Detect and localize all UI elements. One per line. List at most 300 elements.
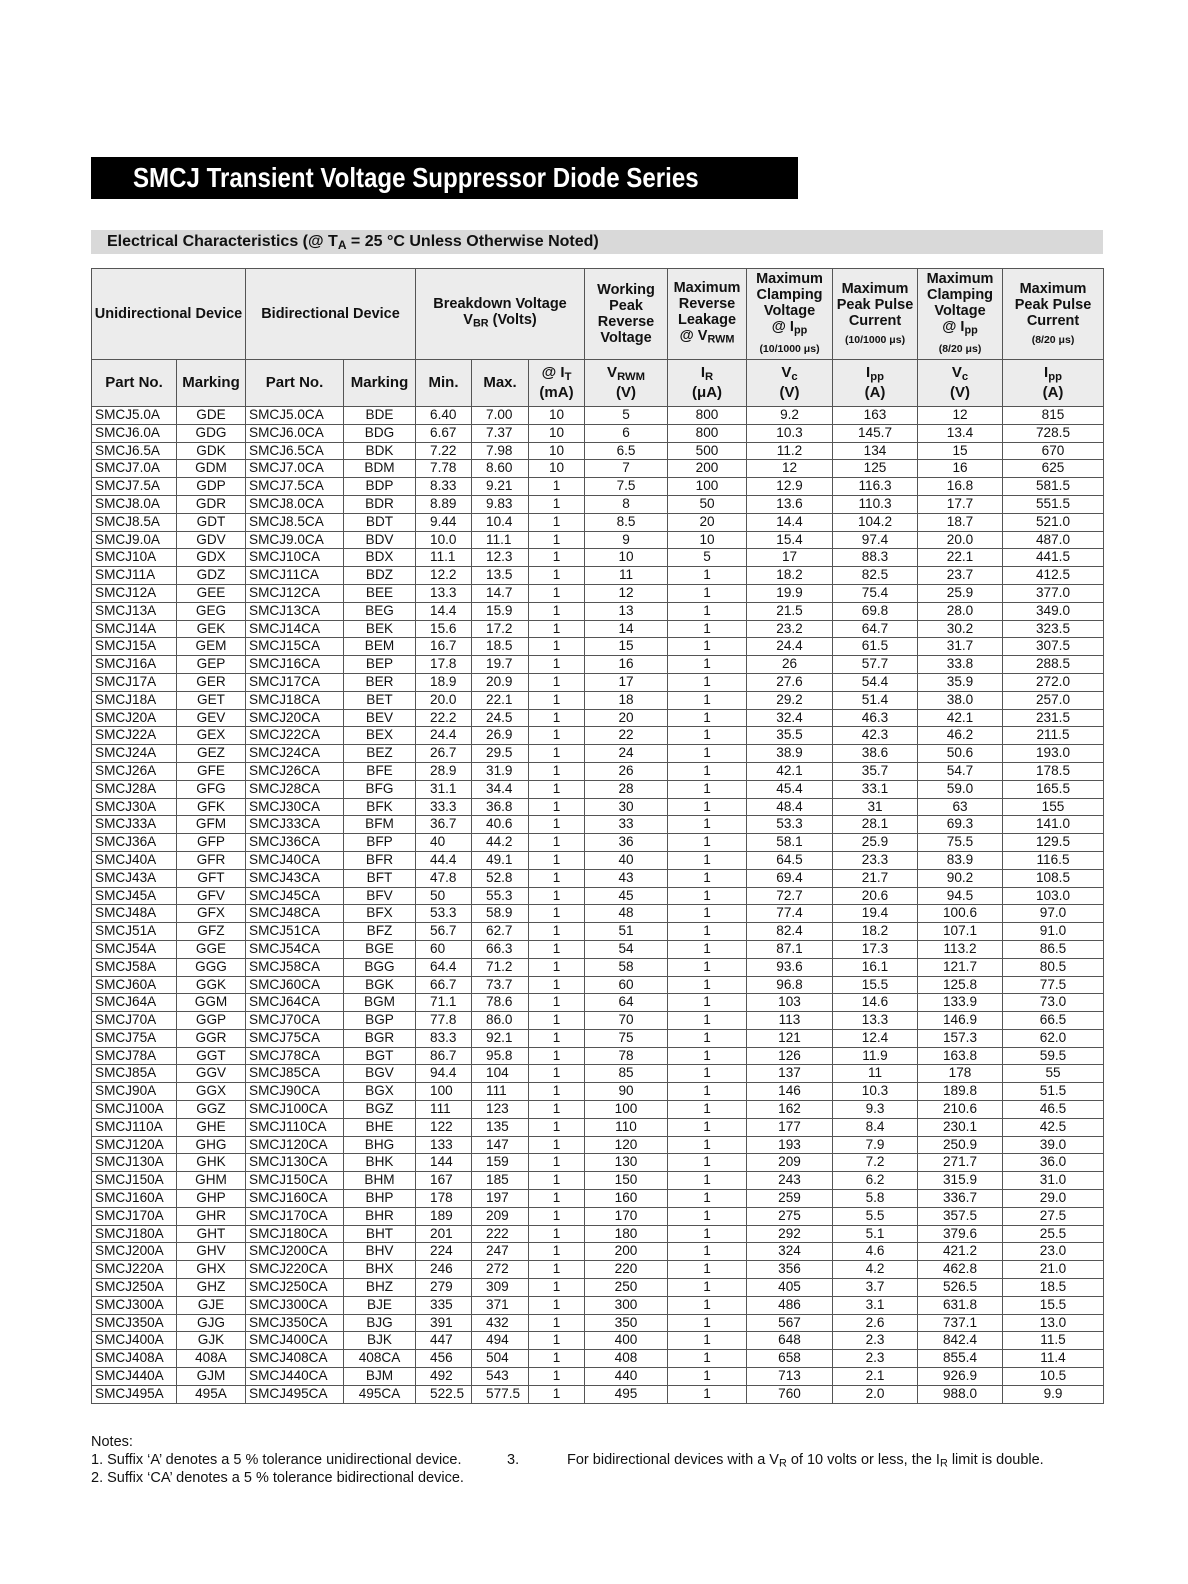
cell-vbr-min: 492 [416,1368,472,1386]
cell-it: 1 [529,1065,585,1083]
cell-ir: 1 [668,780,747,798]
cell-part-no: SMCJ440A [92,1368,177,1386]
cell-part-no: SMCJ130A [92,1154,177,1172]
cell-vbr-min: 40 [416,834,472,852]
cell-ir: 200 [668,460,747,478]
cell-ir: 1 [668,940,747,958]
cell-marking: GGV [177,1065,246,1083]
table-row [92,1243,1104,1261]
cell-it: 1 [529,1190,585,1208]
table-row [92,1207,1104,1225]
table-row [92,1101,1104,1119]
cell-part-no-bidirectional: SMCJ70CA [246,1012,344,1030]
cell-vbr-max: 40.6 [472,816,529,834]
cell-vrwm: 17 [585,673,668,691]
cell-ir: 1 [668,656,747,674]
cell-vc-8-20: 988.0 [918,1385,1003,1403]
cell-ipp-10-1000: 12.4 [833,1029,918,1047]
table-row [92,531,1104,549]
cell-ir: 1 [668,1172,747,1190]
cell-ipp-8-20: 62.0 [1003,1029,1104,1047]
cell-part-no-bidirectional: SMCJ33CA [246,816,344,834]
header-max-clamping-voltage-8-20: Maximum Clamping Voltage @ $I_{pp}$ (8/20 μs) [918,269,1003,360]
cell-ipp-10-1000: 13.3 [833,1012,918,1030]
cell-marking: GGP [177,1012,246,1030]
cell-ipp-8-20: 31.0 [1003,1172,1104,1190]
cell-ipp-10-1000: 6.2 [833,1172,918,1190]
cell-vbr-max: 44.2 [472,834,529,852]
cell-part-no-bidirectional: SMCJ8.5CA [246,513,344,531]
cell-vbr-min: 6.67 [416,424,472,442]
cell-marking: GHV [177,1243,246,1261]
cell-vc-8-20: 526.5 [918,1279,1003,1297]
cell-marking-bidirectional: BFT [344,869,416,887]
cell-vbr-min: 77.8 [416,1012,472,1030]
cell-ipp-10-1000: 2.3 [833,1350,918,1368]
table-row [92,638,1104,656]
cell-part-no: SMCJ51A [92,923,177,941]
cell-marking: GFM [177,816,246,834]
cell-vc-10-1000: 209 [747,1154,833,1172]
cell-part-no: SMCJ18A [92,691,177,709]
cell-vrwm: 60 [585,976,668,994]
cell-part-no: SMCJ120A [92,1136,177,1154]
cell-vrwm: 300 [585,1296,668,1314]
cell-part-no-bidirectional: SMCJ60CA [246,976,344,994]
cell-ir: 1 [668,1118,747,1136]
cell-vbr-max: 20.9 [472,673,529,691]
cell-ipp-8-20: 165.5 [1003,780,1104,798]
table-header-row-1 [92,269,1104,360]
cell-vbr-max: 10.4 [472,513,529,531]
cell-part-no-bidirectional: SMCJ6.5CA [246,442,344,460]
cell-vc-10-1000: 18.2 [747,567,833,585]
cell-vc-8-20: 22.1 [918,549,1003,567]
cell-part-no: SMCJ70A [92,1012,177,1030]
cell-part-no: SMCJ7.0A [92,460,177,478]
cell-vc-10-1000: 48.4 [747,798,833,816]
cell-vc-10-1000: 32.4 [747,709,833,727]
table-row [92,905,1104,923]
cell-marking-bidirectional: BHT [344,1225,416,1243]
cell-vc-10-1000: 69.4 [747,869,833,887]
cell-marking-bidirectional: BHG [344,1136,416,1154]
cell-marking-bidirectional: BHP [344,1190,416,1208]
cell-vrwm: 22 [585,727,668,745]
cell-part-no: SMCJ495A [92,1385,177,1403]
cell-it: 1 [529,1225,585,1243]
cell-ir: 500 [668,442,747,460]
cell-ipp-10-1000: 14.6 [833,994,918,1012]
cell-ipp-10-1000: 64.7 [833,620,918,638]
cell-it: 1 [529,1243,585,1261]
cell-part-no-bidirectional: SMCJ150CA [246,1172,344,1190]
cell-ipp-8-20: 66.5 [1003,1012,1104,1030]
cell-ir: 1 [668,851,747,869]
table-row [92,584,1104,602]
cell-it: 1 [529,994,585,1012]
cell-ipp-8-20: 521.0 [1003,513,1104,531]
table-row [92,656,1104,674]
notes-heading: Notes: [91,1434,133,1450]
cell-vc-10-1000: 19.9 [747,584,833,602]
cell-marking: GGE [177,940,246,958]
note-1: 1. Suffix ‘A’ denotes a 5 % tolerance unidirectional device. [91,1452,462,1468]
cell-vrwm: 495 [585,1385,668,1403]
cell-part-no: SMCJ170A [92,1207,177,1225]
cell-vrwm: 408 [585,1350,668,1368]
cell-ipp-8-20: 21.0 [1003,1261,1104,1279]
cell-vc-10-1000: 23.2 [747,620,833,638]
cell-ir: 1 [668,602,747,620]
cell-vc-10-1000: 27.6 [747,673,833,691]
table-row [92,762,1104,780]
cell-part-no-bidirectional: SMCJ180CA [246,1225,344,1243]
cell-vc-8-20: 31.7 [918,638,1003,656]
cell-ipp-8-20: 551.5 [1003,495,1104,513]
cell-ipp-8-20: 27.5 [1003,1207,1104,1225]
cell-ipp-10-1000: 5.1 [833,1225,918,1243]
cell-vbr-max: 58.9 [472,905,529,923]
table-row [92,1136,1104,1154]
cell-ipp-10-1000: 8.4 [833,1118,918,1136]
cell-marking: GEG [177,602,246,620]
cell-part-no-bidirectional: SMCJ350CA [246,1314,344,1332]
cell-vc-8-20: 178 [918,1065,1003,1083]
cell-vrwm: 64 [585,994,668,1012]
cell-part-no-bidirectional: SMCJ24CA [246,745,344,763]
cell-ipp-10-1000: 61.5 [833,638,918,656]
cell-vbr-min: 33.3 [416,798,472,816]
cell-part-no: SMCJ180A [92,1225,177,1243]
cell-it: 1 [529,1172,585,1190]
cell-marking: GHR [177,1207,246,1225]
cell-vc-8-20: 38.0 [918,691,1003,709]
cell-marking-bidirectional: BFZ [344,923,416,941]
cell-ipp-10-1000: 11 [833,1065,918,1083]
cell-part-no: SMCJ20A [92,709,177,727]
cell-vbr-max: 494 [472,1332,529,1350]
cell-it: 1 [529,1350,585,1368]
cell-vc-8-20: 12 [918,407,1003,425]
cell-vbr-min: 15.6 [416,620,472,638]
cell-part-no-bidirectional: SMCJ5.0CA [246,407,344,425]
cell-vbr-max: 86.0 [472,1012,529,1030]
cell-vc-10-1000: 137 [747,1065,833,1083]
cell-part-no-bidirectional: SMCJ48CA [246,905,344,923]
cell-part-no-bidirectional: SMCJ130CA [246,1154,344,1172]
cell-ipp-8-20: 178.5 [1003,762,1104,780]
cell-vbr-min: 18.9 [416,673,472,691]
cell-vbr-max: 222 [472,1225,529,1243]
table-row [92,460,1104,478]
cell-vc-8-20: 230.1 [918,1118,1003,1136]
cell-ipp-8-20: 377.0 [1003,584,1104,602]
cell-marking: GEE [177,584,246,602]
cell-part-no: SMCJ60A [92,976,177,994]
cell-vrwm: 90 [585,1083,668,1101]
cell-it: 1 [529,1279,585,1297]
cell-vc-10-1000: 121 [747,1029,833,1047]
cell-vrwm: 400 [585,1332,668,1350]
cell-part-no-bidirectional: SMCJ8.0CA [246,495,344,513]
cell-vbr-min: 167 [416,1172,472,1190]
cell-vbr-min: 26.7 [416,745,472,763]
cell-vrwm: 78 [585,1047,668,1065]
cell-vrwm: 33 [585,816,668,834]
cell-vbr-min: 224 [416,1243,472,1261]
cell-vc-10-1000: 146 [747,1083,833,1101]
cell-part-no: SMCJ150A [92,1172,177,1190]
cell-marking: GFK [177,798,246,816]
cell-marking: GFT [177,869,246,887]
cell-ipp-8-20: 108.5 [1003,869,1104,887]
cell-vbr-max: 55.3 [472,887,529,905]
cell-vbr-max: 14.7 [472,584,529,602]
cell-it: 1 [529,478,585,496]
cell-part-no: SMCJ54A [92,940,177,958]
cell-ipp-10-1000: 54.4 [833,673,918,691]
cell-ipp-8-20: 10.5 [1003,1368,1104,1386]
cell-part-no: SMCJ200A [92,1243,177,1261]
table-row [92,798,1104,816]
cell-marking: GDM [177,460,246,478]
cell-part-no-bidirectional: SMCJ75CA [246,1029,344,1047]
cell-vbr-min: 6.40 [416,407,472,425]
cell-vrwm: 18 [585,691,668,709]
cell-vc-10-1000: 113 [747,1012,833,1030]
cell-ir: 1 [668,1012,747,1030]
cell-marking: GHG [177,1136,246,1154]
table-row [92,1012,1104,1030]
cell-vbr-min: 9.44 [416,513,472,531]
cell-marking: GHX [177,1261,246,1279]
cell-part-no-bidirectional: SMCJ15CA [246,638,344,656]
header-ir: $I_R$ (μA) [668,360,747,407]
note-2: 2. Suffix ‘CA’ denotes a 5 % tolerance bidirectional device. [91,1470,464,1486]
table-row [92,958,1104,976]
cell-ir: 10 [668,531,747,549]
table-row [92,834,1104,852]
cell-part-no: SMCJ350A [92,1314,177,1332]
cell-vc-8-20: 125.8 [918,976,1003,994]
cell-vrwm: 26 [585,762,668,780]
cell-vbr-max: 31.9 [472,762,529,780]
cell-it: 1 [529,816,585,834]
table-row [92,816,1104,834]
cell-vc-8-20: 157.3 [918,1029,1003,1047]
cell-vrwm: 100 [585,1101,668,1119]
cell-ipp-10-1000: 5.8 [833,1190,918,1208]
cell-it: 1 [529,923,585,941]
cell-part-no-bidirectional: SMCJ11CA [246,567,344,585]
cell-part-no: SMCJ14A [92,620,177,638]
cell-vc-10-1000: 658 [747,1350,833,1368]
table-row [92,1368,1104,1386]
cell-vbr-min: 279 [416,1279,472,1297]
cell-part-no-bidirectional: SMCJ7.0CA [246,460,344,478]
cell-vbr-max: 9.21 [472,478,529,496]
cell-ipp-10-1000: 97.4 [833,531,918,549]
table-row [92,851,1104,869]
cell-ir: 1 [668,762,747,780]
cell-it: 1 [529,869,585,887]
cell-vbr-max: 209 [472,1207,529,1225]
table-row [92,869,1104,887]
cell-part-no: SMCJ85A [92,1065,177,1083]
cell-ir: 1 [668,1385,747,1403]
cell-marking-bidirectional: BFG [344,780,416,798]
cell-ipp-10-1000: 9.3 [833,1101,918,1119]
cell-ipp-10-1000: 134 [833,442,918,460]
cell-part-no: SMCJ22A [92,727,177,745]
cell-vbr-min: 8.33 [416,478,472,496]
cell-it: 10 [529,424,585,442]
cell-vbr-max: 104 [472,1065,529,1083]
cell-vc-8-20: 133.9 [918,994,1003,1012]
cell-vc-10-1000: 193 [747,1136,833,1154]
page-title-bar [91,157,798,199]
cell-vbr-min: 53.3 [416,905,472,923]
cell-vbr-max: 62.7 [472,923,529,941]
cell-vbr-max: 36.8 [472,798,529,816]
cell-part-no-bidirectional: SMCJ22CA [246,727,344,745]
cell-ipp-10-1000: 2.0 [833,1385,918,1403]
cell-vrwm: 6.5 [585,442,668,460]
cell-marking-bidirectional: BDX [344,549,416,567]
cell-ipp-8-20: 18.5 [1003,1279,1104,1297]
cell-marking-bidirectional: BEG [344,602,416,620]
cell-ipp-8-20: 23.0 [1003,1243,1104,1261]
header-it: @ $I_T$ (mA) [529,360,585,407]
cell-it: 1 [529,1154,585,1172]
cell-part-no-bidirectional: SMCJ43CA [246,869,344,887]
cell-ipp-8-20: 103.0 [1003,887,1104,905]
cell-vbr-min: 16.7 [416,638,472,656]
cell-part-no-bidirectional: SMCJ170CA [246,1207,344,1225]
table-row [92,478,1104,496]
header-bidirectional: Bidirectional Device [246,269,416,360]
cell-marking-bidirectional: BFM [344,816,416,834]
cell-ir: 50 [668,495,747,513]
cell-part-no: SMCJ300A [92,1296,177,1314]
cell-marking-bidirectional: BDP [344,478,416,496]
table-row [92,1190,1104,1208]
cell-part-no: SMCJ36A [92,834,177,852]
cell-vc-10-1000: 9.2 [747,407,833,425]
cell-ipp-8-20: 487.0 [1003,531,1104,549]
cell-it: 1 [529,1083,585,1101]
table-row [92,1083,1104,1101]
cell-marking-bidirectional: BGG [344,958,416,976]
cell-vbr-max: 12.3 [472,549,529,567]
table-body [92,407,1104,1404]
cell-vbr-min: 201 [416,1225,472,1243]
cell-vc-10-1000: 42.1 [747,762,833,780]
cell-vrwm: 75 [585,1029,668,1047]
cell-ir: 1 [668,798,747,816]
cell-it: 1 [529,851,585,869]
cell-it: 10 [529,442,585,460]
cell-it: 1 [529,762,585,780]
table-row [92,513,1104,531]
cell-ipp-8-20: 288.5 [1003,656,1104,674]
cell-marking: GHZ [177,1279,246,1297]
cell-vc-8-20: 315.9 [918,1172,1003,1190]
table-row [92,1296,1104,1314]
cell-ipp-10-1000: 4.2 [833,1261,918,1279]
cell-marking: GHE [177,1118,246,1136]
cell-vrwm: 14 [585,620,668,638]
cell-ir: 1 [668,1190,747,1208]
cell-ipp-8-20: 97.0 [1003,905,1104,923]
cell-vrwm: 16 [585,656,668,674]
cell-part-no: SMCJ8.5A [92,513,177,531]
cell-ipp-8-20: 91.0 [1003,923,1104,941]
cell-part-no-bidirectional: SMCJ10CA [246,549,344,567]
cell-it: 1 [529,887,585,905]
cell-marking-bidirectional: BFP [344,834,416,852]
cell-vrwm: 170 [585,1207,668,1225]
cell-part-no-bidirectional: SMCJ85CA [246,1065,344,1083]
cell-marking: GFG [177,780,246,798]
cell-it: 1 [529,745,585,763]
cell-ipp-10-1000: 20.6 [833,887,918,905]
cell-vbr-min: 28.9 [416,762,472,780]
table-row [92,620,1104,638]
header-vc-10-1000: $V_c$ (V) [747,360,833,407]
cell-marking-bidirectional: BFE [344,762,416,780]
cell-vbr-min: 66.7 [416,976,472,994]
cell-part-no: SMCJ7.5A [92,478,177,496]
cell-it: 1 [529,531,585,549]
cell-vbr-min: 13.3 [416,584,472,602]
cell-ipp-8-20: 116.5 [1003,851,1104,869]
cell-ir: 1 [668,1243,747,1261]
cell-it: 1 [529,1101,585,1119]
cell-it: 10 [529,407,585,425]
cell-it: 1 [529,1047,585,1065]
cell-vc-8-20: 30.2 [918,620,1003,638]
cell-vbr-min: 14.4 [416,602,472,620]
cell-part-no-bidirectional: SMCJ9.0CA [246,531,344,549]
cell-it: 1 [529,1012,585,1030]
cell-part-no-bidirectional: SMCJ400CA [246,1332,344,1350]
cell-vbr-max: 11.1 [472,531,529,549]
cell-marking: GEK [177,620,246,638]
cell-marking: GHM [177,1172,246,1190]
header-marking-bidirectional: Marking [344,360,416,407]
cell-part-no: SMCJ100A [92,1101,177,1119]
cell-vrwm: 48 [585,905,668,923]
cell-vbr-min: 178 [416,1190,472,1208]
cell-it: 1 [529,1296,585,1314]
cell-marking-bidirectional: BGM [344,994,416,1012]
cell-marking-bidirectional: BDV [344,531,416,549]
cell-vc-8-20: 855.4 [918,1350,1003,1368]
cell-vc-8-20: 33.8 [918,656,1003,674]
cell-vc-8-20: 75.5 [918,834,1003,852]
cell-marking-bidirectional: BEZ [344,745,416,763]
cell-ipp-8-20: 141.0 [1003,816,1104,834]
cell-vbr-min: 94.4 [416,1065,472,1083]
cell-vc-10-1000: 13.6 [747,495,833,513]
cell-ipp-10-1000: 7.2 [833,1154,918,1172]
cell-marking-bidirectional: BEE [344,584,416,602]
cell-marking-bidirectional: BGV [344,1065,416,1083]
cell-marking-bidirectional: BHM [344,1172,416,1190]
cell-vrwm: 5 [585,407,668,425]
